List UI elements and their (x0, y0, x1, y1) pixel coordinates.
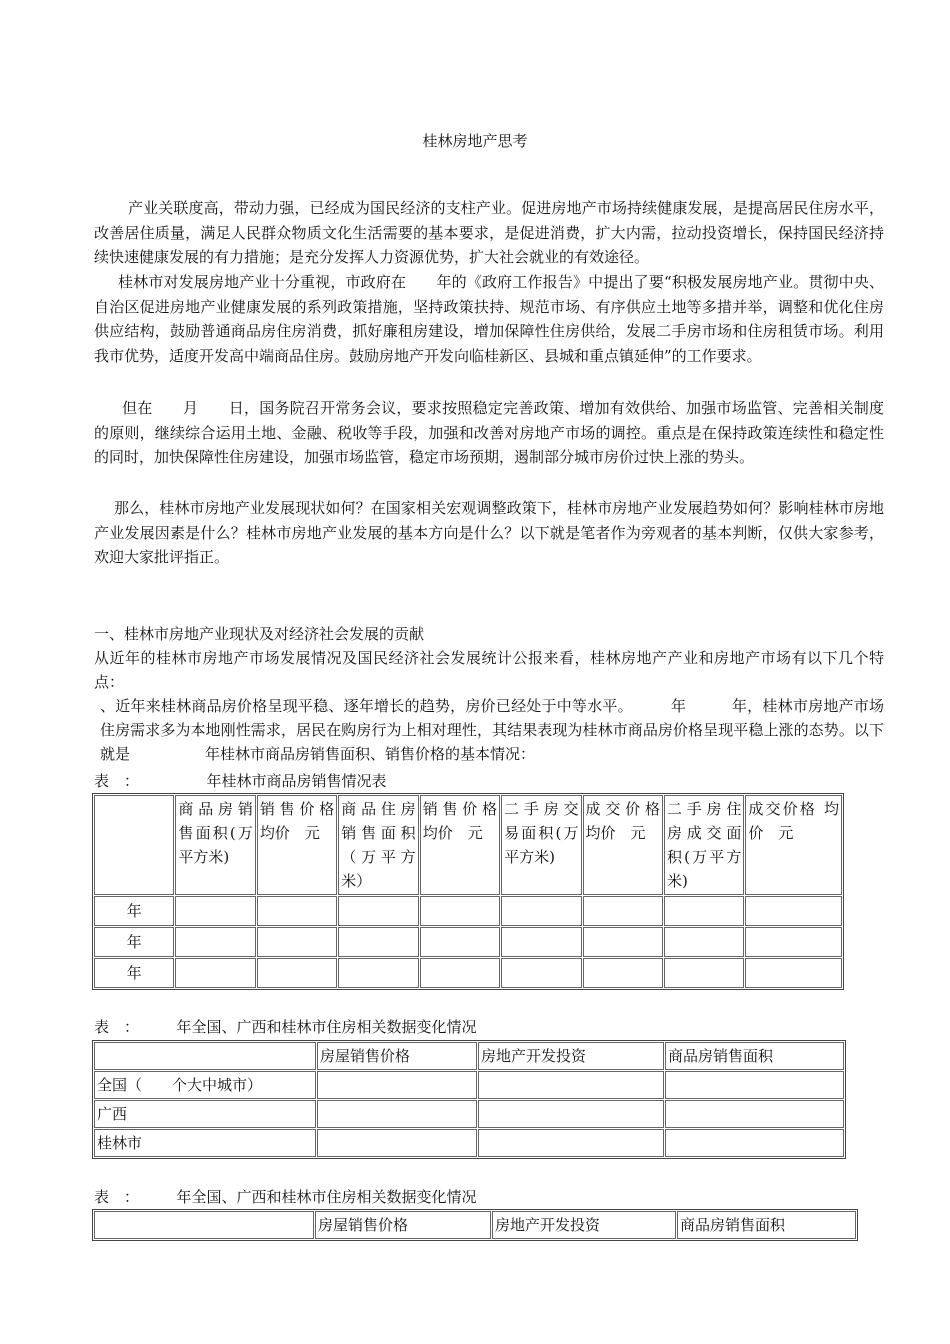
table-cell (745, 927, 842, 957)
table-cell (338, 927, 418, 957)
table-cell (501, 927, 581, 957)
paragraph-text: 那么，桂林市房地产业发展现状如何？在国家相关宏观调整政策下，桂林市房地产业发展趋势如何？影响桂林市房地产业发展因素是什么？桂林市房地产业发展的基本方向是什么？以下就是笔者作为旁观者的基本判断，仅供大家参考，欢迎大家批评指正。 (94, 499, 884, 566)
paragraph-intro (94, 196, 884, 270)
table-cell (317, 1100, 477, 1128)
region-cell: 广西 (94, 1100, 316, 1128)
year-cell: 年 (94, 896, 174, 926)
table-header-cell: 商品房销售面积 (665, 1042, 844, 1070)
table-cell (175, 927, 255, 957)
comparison-table (92, 1040, 846, 1159)
section-heading: 一、桂林市房地产业现状及对经济社会发展的贡献 (94, 625, 425, 643)
table-cell (665, 1071, 844, 1099)
comparison-table-2 (92, 1209, 858, 1241)
section-intro: 从近年的桂林市房地产市场发展情况及国民经济社会发展统计公报来看，桂林房地产产业和房地产市场有以下几个特点： (94, 649, 884, 691)
table-cell (420, 927, 500, 957)
table-cell (745, 896, 842, 926)
table-cell (317, 1071, 477, 1099)
table-cell (664, 958, 744, 988)
table-cell (257, 958, 337, 988)
table-header-row (94, 795, 842, 895)
table-row (94, 958, 842, 988)
paragraph-government-report (94, 270, 884, 368)
table-header-cell: 房屋销售价格 (315, 1211, 491, 1239)
table-corner-cell (94, 795, 174, 895)
table-cell (257, 927, 337, 957)
table-header-cell: 销售价格均价 元 (257, 795, 337, 895)
table-header-cell: 房屋销售价格 (317, 1042, 477, 1070)
region-cell: 全国（ 个大中城市） (94, 1071, 316, 1099)
table-cell (501, 958, 581, 988)
table-cell (338, 896, 418, 926)
table-header-cell: 二手房交易面积(万平方米) (501, 795, 581, 895)
table-cell (338, 958, 418, 988)
paragraph-text: 产业关联度高，带动力强，已经成为国民经济的支柱产业。促进房地产市场持续健康发展，是提高居民住房水平，改善居住质量，满足人民群众物质文化生活需要的基本要求，是促进消费，扩大内需，拉动投资增长，保持国民经济持续快速健康发展的有力措施；是充分发挥人力资源优势，扩大社会就业的有效途径。 (94, 199, 884, 266)
table-header-cell: 销售价格均价 元 (420, 795, 500, 895)
table-cell (501, 896, 581, 926)
table-cell (665, 1129, 844, 1157)
table-header-cell: 商品住房销售面积（万平方米） (338, 795, 418, 895)
paragraph-text: 但在 月 日，国务院召开常务会议，要求按照稳定完善政策、增加有效供给、加强市场监管、完善相关制度的原则，继续综合运用土地、金融、税收等手段，加强和改善对房地产市场的调控。重点是在保持政策连续性和稳定性的同时，加快保障性住房建设，加强市场监管，稳定市场预期，遏制部分城市房价过快上涨的势头。 (94, 399, 884, 466)
table-header-cell: 二手房住房成交面积(万平方米) (664, 795, 744, 895)
table-header-cell: 商品房销售面积 (677, 1211, 856, 1239)
table-header-cell: 房地产开发投资 (492, 1211, 676, 1239)
document-title: 桂林房地产思考 (422, 132, 528, 150)
table-cell (583, 927, 663, 957)
table-row (94, 896, 842, 926)
year-cell: 年 (94, 958, 174, 988)
table-cell (317, 1129, 477, 1157)
table-cell (664, 927, 744, 957)
table-cell (665, 1100, 844, 1128)
table-header-cell: 商品房销售面积(万平方米) (175, 795, 255, 895)
table-cell (583, 958, 663, 988)
table-corner-cell (94, 1211, 314, 1239)
table-header-row (94, 1211, 856, 1239)
paragraph-state-council (94, 396, 884, 470)
table1-caption: 表 ： 年桂林市商品房销售情况表 (94, 772, 387, 790)
table-cell (745, 958, 842, 988)
table-cell (478, 1129, 664, 1157)
table-cell (478, 1071, 664, 1099)
table-header-row (94, 1042, 844, 1070)
year-cell: 年 (94, 927, 174, 957)
table-row (94, 927, 842, 957)
table-cell (583, 896, 663, 926)
table-cell (664, 896, 744, 926)
sales-table (92, 793, 844, 990)
region-cell: 桂林市 (94, 1129, 316, 1157)
paragraph-questions (94, 496, 884, 570)
table-header-cell: 成交价格 均价 元 (745, 795, 842, 895)
table-header-cell: 房地产开发投资 (478, 1042, 664, 1070)
table-cell (175, 896, 255, 926)
table-row (94, 1100, 844, 1128)
table-cell (420, 958, 500, 988)
table-row (94, 1129, 844, 1157)
section-point-1: 、近年来桂林商品房价格呈现平稳、逐年增长的趋势，房价已经处于中等水平。 年 年，桂林市房地产市场住房需求多为本地刚性需求，居民在购房行为上相对理性，其结果表现为桂林市商品房价格呈现平稳上涨的态势。以下就是 年桂林市商品房销售面积、销售价格的基本情况： (100, 697, 884, 763)
paragraph-text: 桂林市对发展房地产业十分重视，市政府在 年的《政府工作报告》中提出了要“积极发展房地产业。贯彻中央、自治区促进房地产业健康发展的系列政策措施，坚持政策扶持、规范市场、有序供应土地等多措并举，调整和优化住房供应结构，鼓励普通商品房住房消费，抓好廉租房建设，增加保障性住房供给，发展二手房市场和住房租赁市场。利用我市优势，适度开发高中端商品住房。鼓励房地产开发向临桂新区、县城和重点镇延伸”的工作要求。 (94, 273, 884, 365)
table-cell (257, 896, 337, 926)
section-body (94, 646, 884, 766)
table-cell (478, 1100, 664, 1128)
table-row (94, 1071, 844, 1099)
table-corner-cell (94, 1042, 316, 1070)
table-cell (420, 896, 500, 926)
table3-caption: 表 ： 年全国、广西和桂林市住房相关数据变化情况 (94, 1188, 477, 1206)
table-cell (175, 958, 255, 988)
table-header-cell: 成交价格均价 元 (583, 795, 663, 895)
table2-caption: 表 ： 年全国、广西和桂林市住房相关数据变化情况 (94, 1018, 477, 1036)
